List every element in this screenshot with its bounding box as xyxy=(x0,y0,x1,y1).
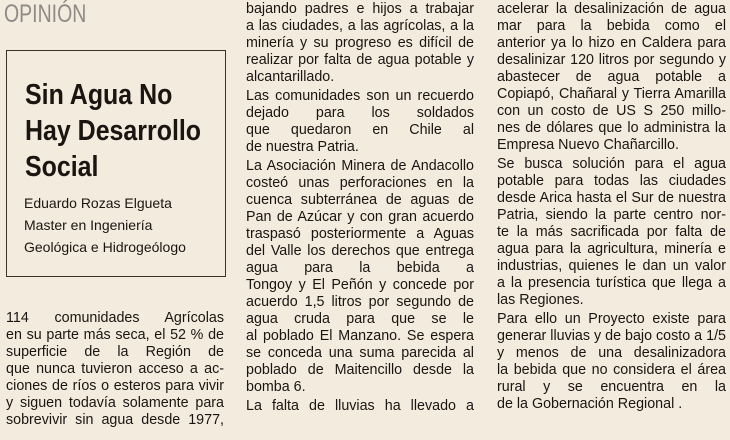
text-line: al poblado El Manzano. Se espera xyxy=(246,328,474,344)
text-line: a las ciudades, a las agrícolas, a la xyxy=(246,18,474,34)
text-line: te la más sacrificada por falta de xyxy=(497,224,726,240)
text-line: Para ello un Proyecto existe para xyxy=(497,311,726,327)
text-line: Las comunidades son un recuerdo xyxy=(246,88,474,104)
text-line: realizar por falta de agua potable y xyxy=(246,52,474,68)
text-line: dejado para los soldados xyxy=(246,105,474,121)
text-line: agua para la agricultura, minería e xyxy=(497,241,726,257)
headline xyxy=(25,77,202,185)
text-line: acelerar la desalinización de agua xyxy=(497,1,726,17)
text-line: nes de dólares que lo administra la xyxy=(497,120,726,136)
text-line: bomba 6. xyxy=(246,379,306,395)
text-line: 114 comunidades Agrícolas xyxy=(6,310,224,326)
text-line: Tongoy y El Peñón y concede por xyxy=(246,277,474,293)
text-line: mar para la bebida como el xyxy=(497,18,726,34)
text-line: con un costo de US S 250 millo- xyxy=(497,103,726,119)
text-line: Empresa Nuevo Chañarcillo. xyxy=(497,137,679,153)
text-line: y siguen todavía solamente para xyxy=(6,395,224,411)
text-line: y menos de una desalinizadora xyxy=(497,345,726,361)
headline-box xyxy=(6,50,226,277)
author-specialty: Geológica e Hidrogeólogo xyxy=(24,239,186,255)
text-line: poblado de Maitencillo desde la xyxy=(246,362,474,378)
headline-line: Sin Agua No xyxy=(25,79,173,111)
text-line: costeó unas perforaciones en la xyxy=(246,175,474,191)
text-line: abastecer de agua potable a xyxy=(497,69,726,85)
text-line: anterior ya lo hizo en Caldera para xyxy=(497,35,726,51)
headline-line: Social xyxy=(25,151,99,183)
text-line: potable para todas las ciudades xyxy=(497,173,726,189)
text-line: en su parte más seca, el 52 % de xyxy=(6,327,224,343)
text-line: Se busca solución para el agua xyxy=(497,156,726,172)
text-line: La falta de lluvias ha llevado a xyxy=(246,398,474,414)
text-line: bajando padres e hijos a trabajar xyxy=(246,1,474,17)
section-label: OPINIÓN xyxy=(4,0,87,28)
text-line: las Regiones. xyxy=(497,292,584,308)
text-line: Patria, siendo la parte centro nor- xyxy=(497,207,726,223)
text-line: de nuestra Patria. xyxy=(246,139,359,155)
text-line: del Valle los derechos que entrega xyxy=(246,243,474,259)
headline-line: Hay Desarrollo xyxy=(25,115,202,147)
text-line: superficie de la Región de xyxy=(6,344,224,360)
text-line: la bebida que no considera el área xyxy=(497,362,726,378)
text-line: desde Arica hasta el Sur de nuestra xyxy=(497,190,726,206)
text-line: a la presencia turística que llega a xyxy=(497,275,726,291)
text-line: rural y se encuentra en la xyxy=(497,379,726,395)
text-line: ciones de ríos o esteros para vivir xyxy=(6,378,224,394)
text-line: de la Gobernación Regional . xyxy=(497,396,683,412)
byline xyxy=(24,192,186,258)
text-line: agua para la bebida a xyxy=(246,260,474,276)
text-line: minería y su progreso es difícil de xyxy=(246,35,474,51)
text-line: sobrevivir sin agua desde 1977, xyxy=(6,412,224,428)
text-line: se conceda una suma parecida al xyxy=(246,345,474,361)
author-name: Eduardo Rozas Elgueta xyxy=(24,195,172,211)
author-title: Master en Ingeniería xyxy=(24,217,153,233)
text-line: traspasó posteriormente a Aguas xyxy=(246,226,474,242)
text-line: industrias, quienes le dan un valor xyxy=(497,258,726,274)
text-line: desalinizar 120 litros por segundo y xyxy=(497,52,726,68)
text-line: que nunca tuvieron acceso a ac- xyxy=(6,361,224,377)
text-line: generar lluvias y de bajo costo a 1/5 xyxy=(497,328,726,344)
text-line: que quedaron en Chile al xyxy=(246,122,474,138)
text-line: cuenca subterránea de aguas de xyxy=(246,192,474,208)
text-line: acuerdo 1,5 litros por segundo de xyxy=(246,294,474,310)
text-line: Pan de Azúcar y con gran acuerdo xyxy=(246,209,474,225)
text-line: La Asociación Minera de Andacollo xyxy=(246,158,474,174)
text-line: agua cruda para que se le xyxy=(246,311,474,327)
text-line: Copiapó, Chañaral y Tierra Amarilla xyxy=(497,86,726,102)
text-line: alcantarillado. xyxy=(246,69,335,85)
